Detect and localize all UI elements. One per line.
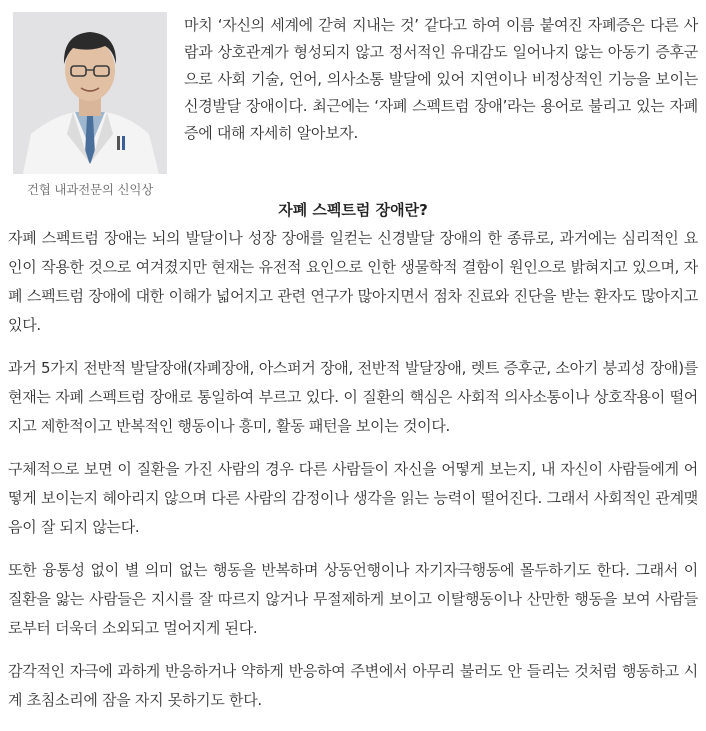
body-paragraph: 또한 융통성 없이 별 의미 없는 행동을 반복하며 상동언행이나 자기자극행동에 몰두하기도 한다. 그래서 이 질환을 앓는 사람들은 지시를 잘 따르지 않거나 무절제하게 보이고 이탈행동이나 산만한 행동을 보여 사람들로부터 더욱더 소외되고 멀어지게 된다. [8, 561, 698, 637]
body-paragraph: 구체적으로 보면 이 질환을 가진 사람의 경우 다른 사람들이 자신을 어떻게 보는지, 내 자신이 사람들에게 어떻게 보이는지 헤아리지 않으며 다른 사람의 감정이나 생각을 읽는 능력이 떨어진다. 그래서 사회적인 관계맺음이 잘 되지 않는다. [8, 460, 698, 536]
author-photo [13, 12, 167, 174]
body-paragraph: 과거 5가지 전반적 발달장애(자폐장애, 아스퍼거 장애, 전반적 발달장애, 렛트 증후군, 소아기 붕괴성 장애)를 현재는 자폐 스펙트럼 장애로 통일하여 부르고 있다. 이 질환의 핵심은 사회적 의사소통이나 상호작용이 떨어지고 제한적이고 반복적인 행동이나 흥미, 활동 패턴을 보이는 것이다. [8, 359, 698, 435]
section-heading: 자폐 스펙트럼 장애란? [278, 201, 428, 219]
body-paragraph: 자폐 스펙트럼 장애는 뇌의 발달이나 성장 장애를 일컫는 신경발달 장애의 한 종류로, 과거에는 심리적인 요인이 작용한 것으로 여겨졌지만 현재는 유전적 요인으로 인한 생물학적 결함이 원인으로 밝혀지고 있으며, 자폐 스펙트럼 장애에 대한 이해가 넓어지고 관련 연구가 많아지면서 점차 진료와 진단을 받는 환자도 많아지고 있다. [8, 229, 698, 334]
intro-paragraph: 마치 ‘자신의 세계에 갇혀 지내는 것’ 같다고 하여 이름 붙여진 자폐증은 다른 사람과 상호관계가 형성되지 않고 정서적인 유대감도 일어나지 않는 아동기 증후군으로 사회 기술, 언어, 의사소통 발달에 있어 지연이나 비정상적인 기능을 보이는 신경발달 장애이다. 최근에는 ‘자폐 스펙트럼 장애’라는 용어로 불리고 있는 자폐증에 대해 자세히 알아보자. [184, 16, 698, 142]
body-paragraph: 감각적인 자극에 과하게 반응하거나 약하게 반응하여 주변에서 아무리 불러도 안 들리는 것처럼 행동하고 시계 초침소리에 잠을 자지 못하기도 한다. [8, 662, 698, 709]
photo-caption: 건협 내과전문의 신익상 [26, 182, 154, 197]
author-figure [8, 12, 172, 198]
doctor-portrait-image [13, 12, 167, 174]
